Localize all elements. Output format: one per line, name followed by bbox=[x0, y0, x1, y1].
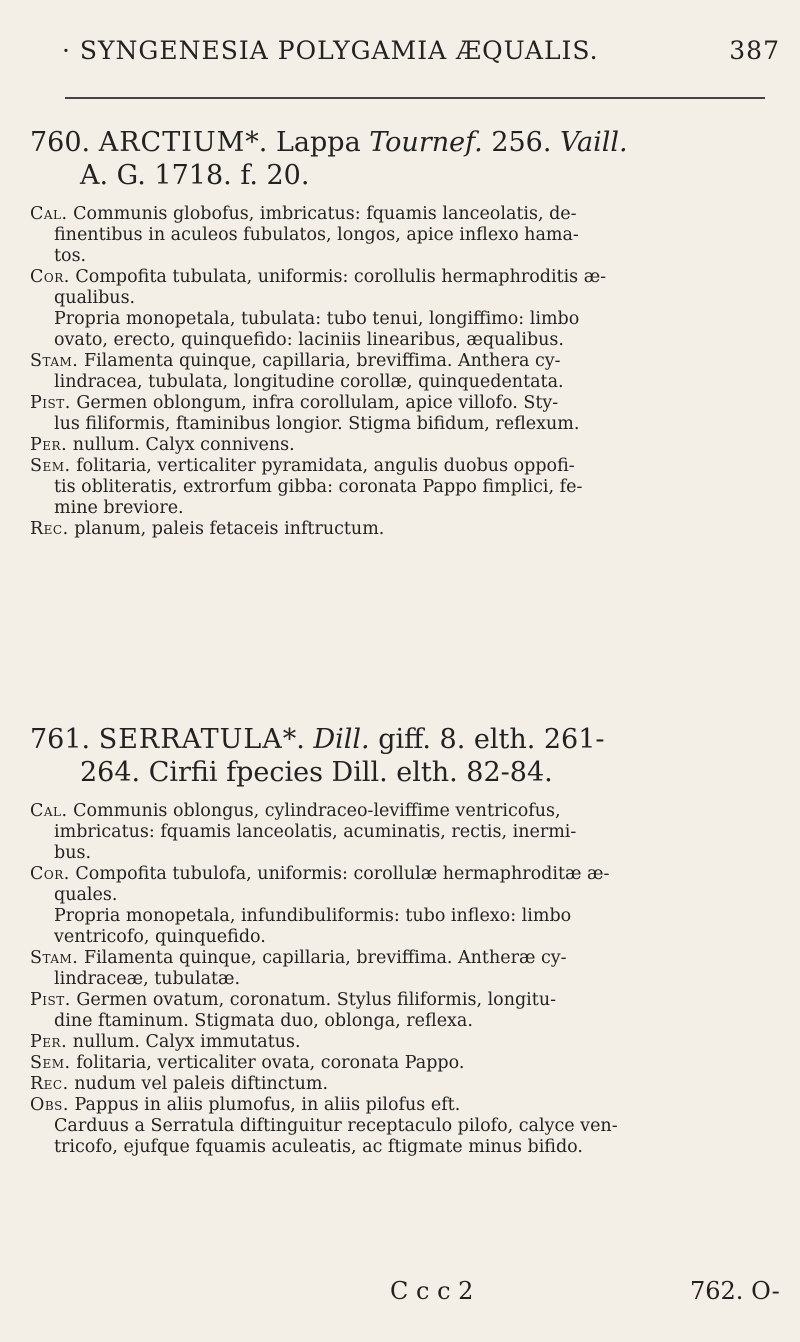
line-text: lindracea, tubulata, longitudine corollæ, quinquedentata. bbox=[54, 372, 564, 392]
description-line bbox=[30, 519, 780, 540]
part-label: Per. bbox=[30, 435, 68, 455]
entry-serratula bbox=[30, 723, 780, 1158]
line-text: Carduus a Serratula diftinguitur receptaculo pilofo, calyce ven- bbox=[54, 1116, 618, 1136]
genus-mark: *. bbox=[245, 127, 268, 158]
description-line bbox=[30, 1032, 780, 1053]
description-line bbox=[30, 498, 780, 519]
part-label: Cal. bbox=[30, 801, 68, 821]
page-footer bbox=[0, 1277, 800, 1317]
entry-number: 760. bbox=[30, 127, 91, 158]
part-label: Stam. bbox=[30, 351, 79, 371]
part-label: Cal. bbox=[30, 204, 68, 224]
line-text: ventricofo, quinquefido. bbox=[54, 927, 266, 947]
line-text: folitaria, verticaliter ovata, coronata Pappo. bbox=[76, 1053, 465, 1073]
entry-arctium bbox=[30, 126, 780, 540]
line-text: bus. bbox=[54, 843, 92, 863]
line-text: Propria monopetala, infundibuliformis: tubo inflexo: limbo bbox=[54, 906, 572, 926]
description-line bbox=[30, 414, 780, 435]
part-label: Cor. bbox=[30, 864, 70, 884]
description-line bbox=[30, 288, 780, 309]
description-line bbox=[30, 1053, 780, 1074]
entry-number: 761. bbox=[30, 724, 91, 755]
line-text: Compofita tubulata, uniformis: corollulis hermaphroditis æ- bbox=[75, 267, 607, 287]
entry-heading bbox=[30, 723, 780, 789]
line-text: mine breviore. bbox=[54, 498, 184, 518]
running-head-title: · SYNGENESIA POLYGAMIA ÆQUALIS. bbox=[62, 36, 599, 65]
description-line bbox=[30, 864, 780, 885]
reference-detail: 256. bbox=[491, 127, 552, 158]
line-text: Filamenta quinque, capillaria, breviffima. Antheræ cy- bbox=[83, 948, 567, 968]
line-text: qualibus. bbox=[54, 288, 136, 308]
description-line bbox=[30, 1095, 780, 1116]
description-line bbox=[30, 948, 780, 969]
genus-mark: *. bbox=[282, 724, 305, 755]
line-text: ovato, erecto, quinquefido: laciniis linearibus, æqualibus. bbox=[54, 330, 564, 350]
part-label: Obs. bbox=[30, 1095, 69, 1115]
line-text: Propria monopetala, tubulata: tubo tenui, longiffimo: limbo bbox=[54, 309, 580, 329]
running-head bbox=[62, 36, 780, 65]
line-text: nullum. Calyx connivens. bbox=[72, 435, 295, 455]
part-label: Pist. bbox=[30, 990, 71, 1010]
line-text: Pappus in aliis plumofus, in aliis pilofus eft. bbox=[74, 1095, 461, 1115]
reference-author-2: Vaill. bbox=[560, 127, 628, 158]
line-text: imbricatus: fquamis lanceolatis, acuminatis, rectis, inermi- bbox=[54, 822, 577, 842]
description-line bbox=[30, 969, 780, 990]
description-line bbox=[30, 801, 780, 822]
genus-name: ARCTIUM bbox=[98, 127, 246, 158]
description-line bbox=[30, 267, 780, 288]
description-line bbox=[30, 1011, 780, 1032]
description-line bbox=[30, 906, 780, 927]
description-line bbox=[30, 351, 780, 372]
description-line bbox=[30, 246, 780, 267]
line-text: Communis oblongus, cylindraceo-leviffime ventricofus, bbox=[73, 801, 561, 821]
entry-heading-line-2: A. G. 1718. f. 20. bbox=[80, 160, 310, 191]
part-label: Pist. bbox=[30, 393, 71, 413]
entry-description bbox=[30, 204, 780, 540]
entry-heading bbox=[30, 126, 780, 192]
description-line bbox=[30, 456, 780, 477]
signature-mark: C c c 2 bbox=[390, 1277, 474, 1305]
part-label: Rec. bbox=[30, 1074, 69, 1094]
line-text: tos. bbox=[54, 246, 87, 266]
description-line bbox=[30, 309, 780, 330]
part-label: Sem. bbox=[30, 1053, 71, 1073]
line-text: tricofo, ejufque fquamis aculeatis, ac ftigmate minus bifido. bbox=[54, 1137, 583, 1157]
description-line bbox=[30, 990, 780, 1011]
catchword: 762. O- bbox=[690, 1277, 780, 1305]
page-number: 387 bbox=[729, 36, 780, 65]
description-line bbox=[30, 204, 780, 225]
description-line bbox=[30, 372, 780, 393]
part-label: Per. bbox=[30, 1032, 68, 1052]
line-text: folitaria, verticaliter pyramidata, angulis duobus oppofi- bbox=[76, 456, 575, 476]
line-text: dine ftaminum. Stigmata duo, oblonga, reflexa. bbox=[54, 1011, 473, 1031]
part-label: Stam. bbox=[30, 948, 79, 968]
description-line bbox=[30, 927, 780, 948]
entry-description bbox=[30, 801, 780, 1158]
description-line bbox=[30, 225, 780, 246]
genus-name: SERRATULA bbox=[98, 724, 283, 755]
reference-author: Tournef. bbox=[369, 127, 483, 158]
description-line bbox=[30, 1116, 780, 1137]
reference-detail: giff. 8. elth. 261- bbox=[378, 724, 605, 755]
description-line bbox=[30, 435, 780, 456]
line-text: Compofita tubulofa, uniformis: corollulæ hermaphroditæ æ- bbox=[75, 864, 610, 884]
line-text: finentibus in aculeos fubulatos, longos, apice inflexo hama- bbox=[54, 225, 579, 245]
header-rule bbox=[65, 97, 765, 99]
entry-heading-line-2: 264. Cirfii fpecies Dill. elth. 82-84. bbox=[80, 757, 553, 788]
line-text: Communis globofus, imbricatus: fquamis lanceolatis, de- bbox=[73, 204, 577, 224]
description-line bbox=[30, 393, 780, 414]
reference-author: Dill. bbox=[313, 724, 370, 755]
description-line bbox=[30, 1074, 780, 1095]
description-line bbox=[30, 843, 780, 864]
line-text: tis obliteratis, extrorfum gibba: coronata Pappo fimplici, fe- bbox=[54, 477, 583, 497]
line-text: Filamenta quinque, capillaria, breviffima. Anthera cy- bbox=[83, 351, 561, 371]
description-line bbox=[30, 1137, 780, 1158]
description-line bbox=[30, 330, 780, 351]
line-text: quales. bbox=[54, 885, 118, 905]
line-text: lus filiformis, ftaminibus longior. Stigma bifidum, reflexum. bbox=[54, 414, 580, 434]
part-label: Cor. bbox=[30, 267, 70, 287]
line-text: Germen ovatum, coronatum. Stylus filiformis, longitu- bbox=[76, 990, 556, 1010]
synonym: Lappa bbox=[275, 127, 361, 158]
description-line bbox=[30, 885, 780, 906]
line-text: nullum. Calyx immutatus. bbox=[72, 1032, 301, 1052]
part-label: Rec. bbox=[30, 519, 69, 539]
line-text: lindraceæ, tubulatæ. bbox=[54, 969, 241, 989]
line-text: nudum vel paleis diftinctum. bbox=[74, 1074, 329, 1094]
description-line bbox=[30, 477, 780, 498]
description-line bbox=[30, 822, 780, 843]
line-text: Germen oblongum, infra corollulam, apice villofo. Sty- bbox=[76, 393, 559, 413]
line-text: planum, paleis fetaceis inftructum. bbox=[74, 519, 385, 539]
part-label: Sem. bbox=[30, 456, 71, 476]
